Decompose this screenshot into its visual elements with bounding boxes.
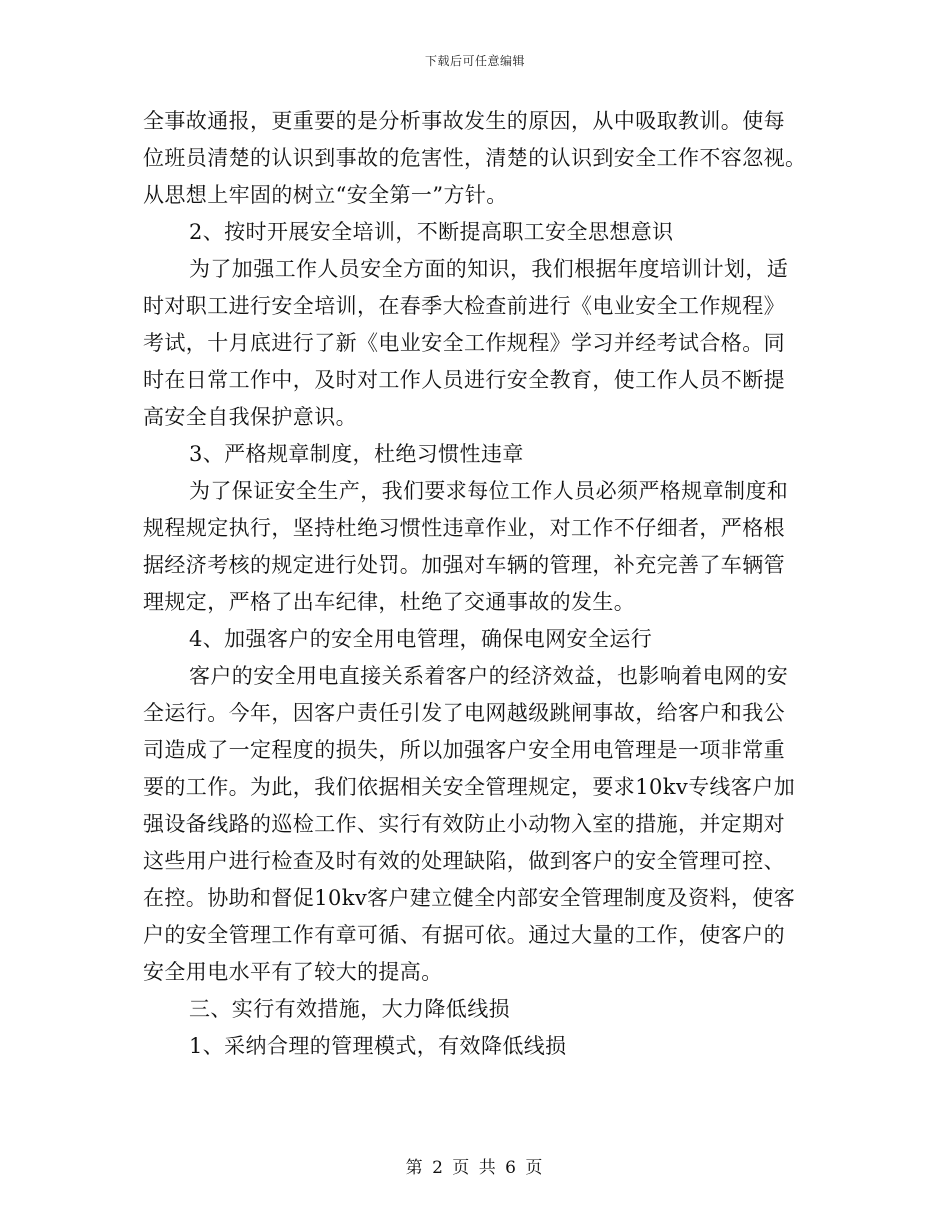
text-line: 客户的安全用电直接关系着客户的经济效益，也影响着电网的安	[189, 664, 789, 688]
text-line: 安全用电水平有了较大的提高。	[143, 960, 443, 984]
text-line: 全事故通报，更重要的是分析事故发生的原因，从中吸取教训。使每	[143, 109, 785, 133]
text-line: 户的安全管理工作有章可循、有据可依。通过大量的工作，使客户的	[143, 923, 785, 947]
text-line: 考试，十月底进行了新《电业安全工作规程》学习并经考试合格。同	[143, 331, 785, 355]
text-line: 规程规定执行，坚持杜绝习惯性违章作业，对工作不仔细者，严格根	[143, 516, 785, 540]
text-line: 全运行。今年，因客户责任引发了电网越级跳闸事故，给客户和我公	[143, 701, 785, 725]
text-line: 司造成了一定程度的损失，所以加强客户安全用电管理是一项非常重	[143, 738, 785, 762]
text-line: 强设备线路的巡检工作、实行有效防止小动物入室的措施，并定期对	[143, 812, 785, 836]
text-line: 高安全自我保护意识。	[143, 405, 357, 429]
section-heading: 1、采纳合理的管理模式，有效降低线损	[189, 1034, 567, 1058]
text-line: 时在日常工作中，及时对工作人员进行安全教育，使工作人员不断提	[143, 368, 785, 392]
section-heading: 3、严格规章制度，杜绝习惯性违章	[189, 442, 524, 466]
section-heading: 2、按时开展安全培训，不断提高职工安全思想意识	[189, 220, 674, 244]
text-line: 从思想上牢固的树立“安全第一”方针。	[143, 183, 508, 207]
text-line: 据经济考核的规定进行处罚。加强对车辆的管理，补充完善了车辆管	[143, 553, 785, 577]
text-line: 理规定，严格了出车纪律，杜绝了交通事故的发生。	[143, 590, 636, 614]
text-line: 位班员清楚的认识到事故的危害性，清楚的认识到安全工作不容忽视。	[143, 146, 807, 170]
text-line: 这些用户进行检查及时有效的处理缺陷，做到客户的安全管理可控、	[143, 849, 785, 873]
text-line: 在控。协助和督促10kv客户建立健全内部安全管理制度及资料，使客	[143, 886, 796, 910]
text-line: 时对职工进行安全培训，在春季大检查前进行《电业安全工作规程》	[143, 294, 785, 318]
page-number: 第 2 页 共 6 页	[405, 1158, 545, 1178]
section-heading: 三、实行有效措施，大力降低线损	[189, 997, 510, 1021]
text-line: 要的工作。为此，我们依据相关安全管理规定，要求10kv专线客户加	[143, 775, 796, 799]
page-header-note: 下载后可任意编辑	[424, 54, 525, 68]
section-heading: 4、加强客户的安全用电管理，确保电网安全运行	[189, 627, 653, 651]
document-body	[143, 103, 807, 1065]
text-line: 为了保证安全生产，我们要求每位工作人员必须严格规章制度和	[189, 479, 789, 503]
text-line: 为了加强工作人员安全方面的知识，我们根据年度培训计划，适	[189, 257, 789, 281]
